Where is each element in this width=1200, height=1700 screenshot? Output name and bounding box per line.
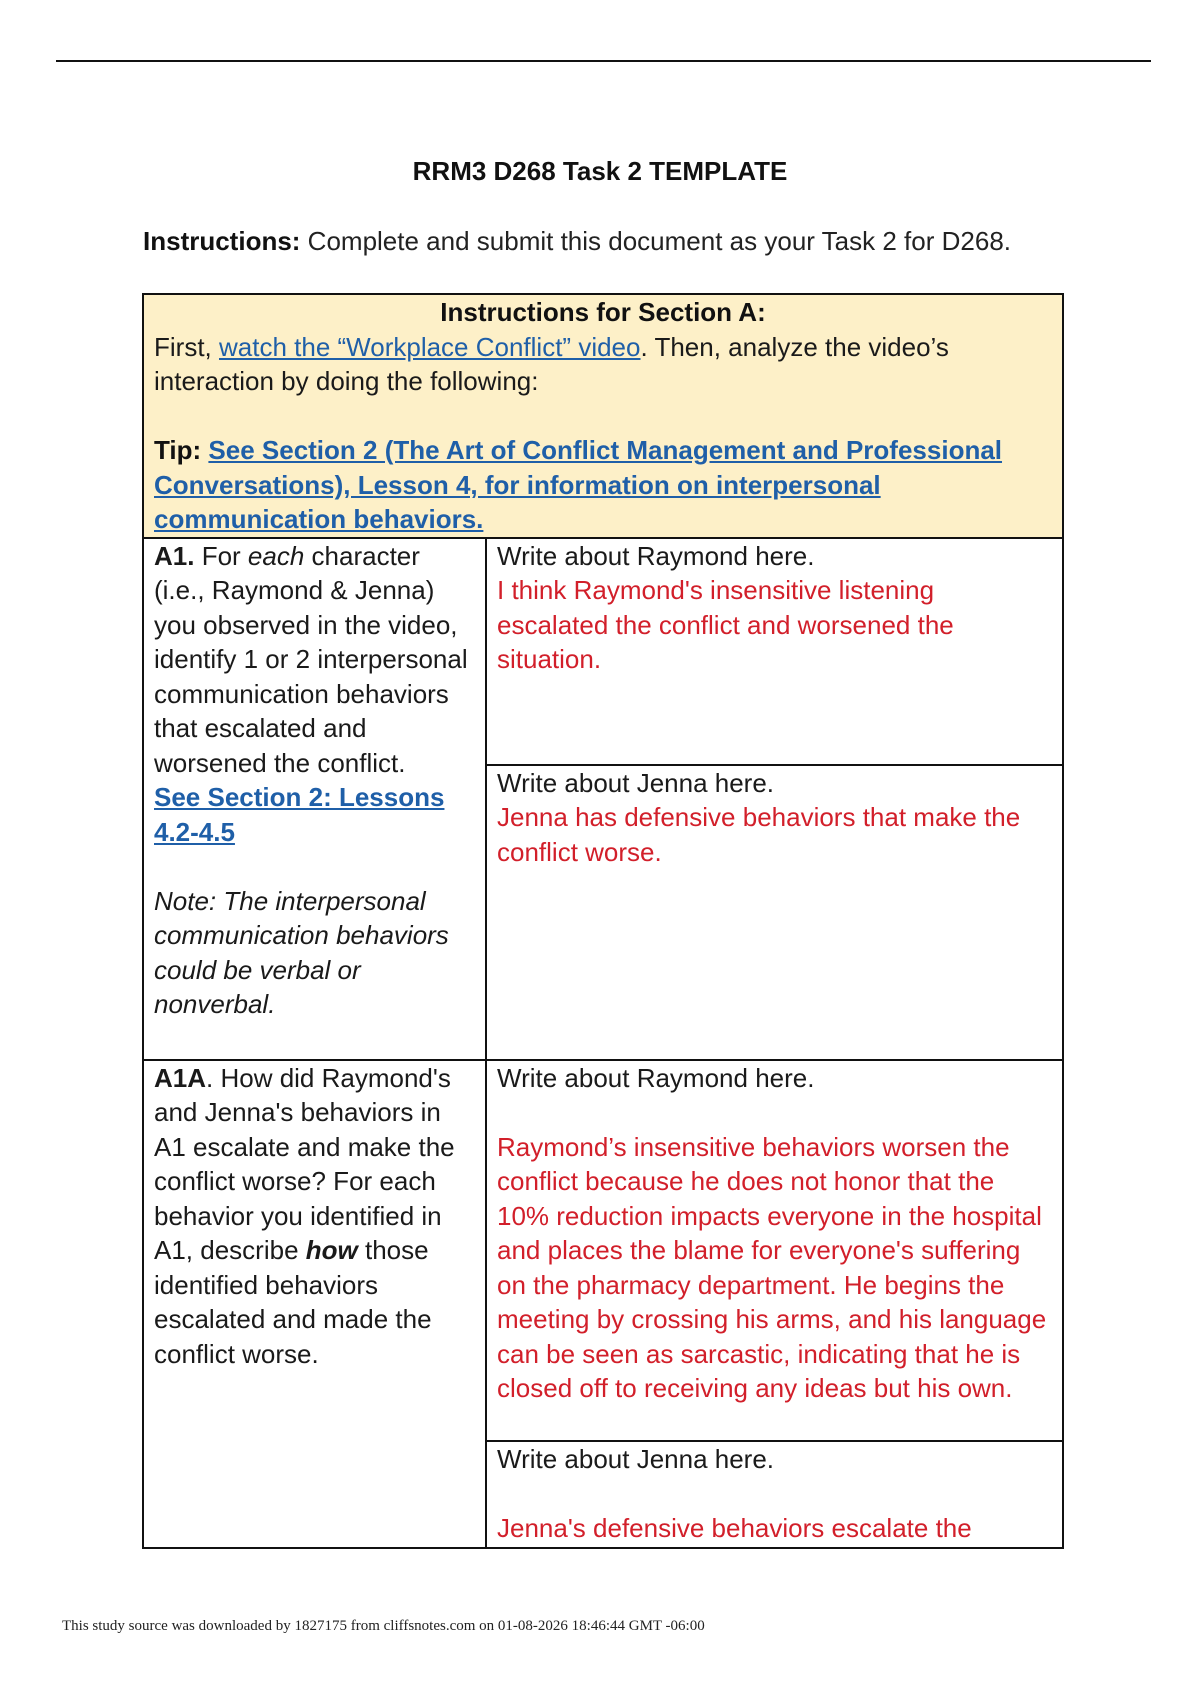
section-2-lesson-4-link[interactable]: See Section 2 (The Art of Conflict Management and Professional Conversations), Lesson 4, for information on interpersonal communication behaviors. [154, 435, 1003, 534]
a1a-prompt-cell [143, 1060, 486, 1548]
a1-raymond-prompt: Write about Raymond here. [497, 540, 815, 571]
a1-prompt [154, 539, 475, 781]
instructions-paragraph [143, 224, 1023, 259]
task-table [142, 293, 1064, 1549]
a1a-jenna-prompt: Write about Jenna here. [497, 1443, 775, 1474]
spacer [154, 849, 475, 884]
a1a-prompt-how: how [305, 1235, 358, 1265]
a1a-jenna-answer[interactable]: Jenna's defensive behaviors escalate the [497, 1512, 972, 1543]
a1a-prompt [154, 1061, 475, 1372]
a1-jenna-cell [486, 765, 1063, 1060]
first-suffix: . Then, analyze the video’s interaction by doing the following: [154, 331, 949, 396]
a1a-raymond-prompt: Write about Raymond here. [497, 1062, 815, 1093]
spacer [497, 1476, 1052, 1511]
a1a-raymond-row [143, 1060, 1063, 1441]
spacer [154, 399, 1052, 434]
a1-raymond-answer[interactable]: I think Raymond's insensitive listening escalated the conflict and worsened the situation. [497, 575, 954, 674]
instructions-text: Complete and submit this document as your Task 2 for D268. [300, 226, 1011, 256]
a1a-label: A1A [154, 1062, 207, 1093]
a1-label: A1. [154, 540, 195, 571]
section-a-header-row [143, 294, 1063, 538]
a1-prompt-pre: For [194, 540, 248, 571]
section-a-header: Instructions for Section A: [440, 297, 766, 327]
a1-raymond-cell [486, 538, 1063, 765]
header-rule [56, 60, 1151, 62]
a1-jenna-answer[interactable]: Jenna has defensive behaviors that make the conflict worse. [497, 802, 1021, 867]
workplace-conflict-video-link[interactable]: watch the “Workplace Conflict” video [219, 331, 641, 362]
first-prefix: First, [154, 331, 219, 362]
a1a-raymond-cell [486, 1060, 1063, 1441]
a1-prompt-cell [143, 538, 486, 1060]
section-a-instructions-cell [143, 294, 1063, 538]
lessons-4-2-4-5-link[interactable]: See Section 2: Lessons 4.2-4.5 [154, 782, 445, 847]
a1a-prompt-post: those identified behaviors escalated and made the conflict worse. [154, 1235, 432, 1369]
section-a-first-step [154, 330, 1052, 399]
a1-prompt-each: each [247, 540, 305, 571]
a1-raymond-row [143, 538, 1063, 765]
download-footer: This study source was downloaded by 1827175 from cliffsnotes.com on 01-08-2026 18:46:44 GMT -06:00 [62, 1618, 705, 1634]
a1-jenna-prompt: Write about Jenna here. [497, 767, 775, 798]
tip-label: Tip: [154, 435, 209, 465]
a1a-jenna-cell [486, 1441, 1063, 1548]
a1-prompt-post: character (i.e., Raymond & Jenna) you observed in the video, identify 1 or 2 interpersonal communication behaviors that escalated and worsened the conflict. [154, 540, 468, 778]
spacer [497, 1095, 1052, 1130]
section-a-tip [154, 433, 1052, 537]
a1a-raymond-answer[interactable]: Raymond’s insensitive behaviors worsen the conflict because he does not honor that the 10% reduction impacts everyone in the hospital and places the blame for everyone's suffering on the pharmacy department. He begins the meeting by crossing his arms, and his language can be seen as sarcastic, indicating that he is closed off to receiving any ideas but his own. [497, 1131, 1047, 1403]
document-title: RRM3 D268 Task 2 TEMPLATE [412, 156, 788, 186]
instructions-label: Instructions: [143, 226, 301, 256]
a1a-prompt-pre: . How did Raymond's and Jenna's behaviors in A1 escalate and make the conflict worse? For each behavior you identified in A1, describe [154, 1062, 455, 1265]
a1-note: Note: The interpersonal communication behaviors could be verbal or nonverbal. [154, 885, 449, 1019]
